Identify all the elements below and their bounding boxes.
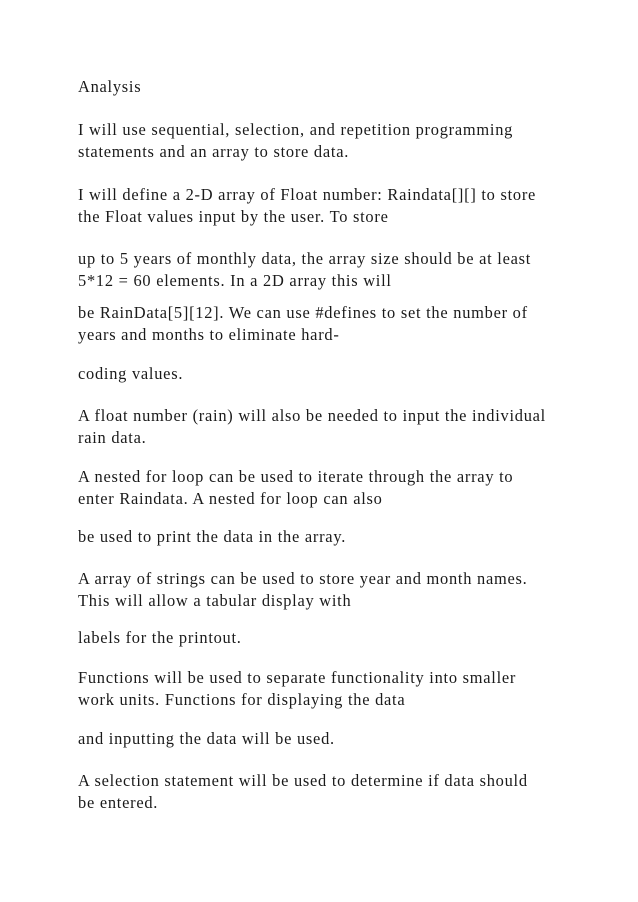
paragraph-line: Functions will be used to separate functionality into smaller <box>78 668 517 687</box>
paragraph-line: be entered. <box>78 793 159 812</box>
paragraph-12 <box>78 728 618 750</box>
paragraph-line: coding values. <box>78 364 184 383</box>
paragraph-line: be RainData[5][12]. We can use #defines to set the number of <box>78 303 528 322</box>
paragraph-10 <box>78 627 618 649</box>
paragraph-line: I will define a 2-D array of Float number: Raindata[][] to store <box>78 185 537 204</box>
paragraph-13 <box>78 770 618 814</box>
paragraph-line: A selection statement will be used to determine if data should <box>78 771 528 790</box>
paragraph-line: I will use sequential, selection, and repetition programming <box>78 120 514 139</box>
paragraph-1 <box>78 119 618 163</box>
paragraph-line: statements and an array to store data. <box>78 142 350 161</box>
paragraph-line: A float number (rain) will also be needed to input the individual <box>78 406 546 425</box>
paragraph-2 <box>78 184 618 228</box>
paragraph-11 <box>78 667 618 711</box>
document-heading: Analysis <box>78 77 142 96</box>
paragraph-line: the Float values input by the user. To store <box>78 207 389 226</box>
paragraph-line: years and months to eliminate hard- <box>78 325 340 344</box>
paragraph-line: and inputting the data will be used. <box>78 729 335 748</box>
paragraph-line: 5*12 = 60 elements. In a 2D array this will <box>78 271 392 290</box>
paragraph-line: A nested for loop can be used to iterate through the array to <box>78 467 514 486</box>
paragraph-8 <box>78 526 618 548</box>
paragraph-9 <box>78 568 618 612</box>
paragraph-4 <box>78 302 618 346</box>
paragraph-line: work units. Functions for displaying the data <box>78 690 406 709</box>
paragraph-line: enter Raindata. A nested for loop can also <box>78 489 383 508</box>
paragraph-3 <box>78 248 618 292</box>
paragraph-line: rain data. <box>78 428 147 447</box>
paragraph-5 <box>78 363 618 385</box>
paragraph-line: up to 5 years of monthly data, the array size should be at least <box>78 249 532 268</box>
paragraph-line: A array of strings can be used to store year and month names. <box>78 569 528 588</box>
paragraph-6 <box>78 405 618 449</box>
paragraph-7 <box>78 466 618 510</box>
paragraph-line: be used to print the data in the array. <box>78 527 347 546</box>
paragraph-line: This will allow a tabular display with <box>78 591 352 610</box>
paragraph-line: labels for the printout. <box>78 628 242 647</box>
